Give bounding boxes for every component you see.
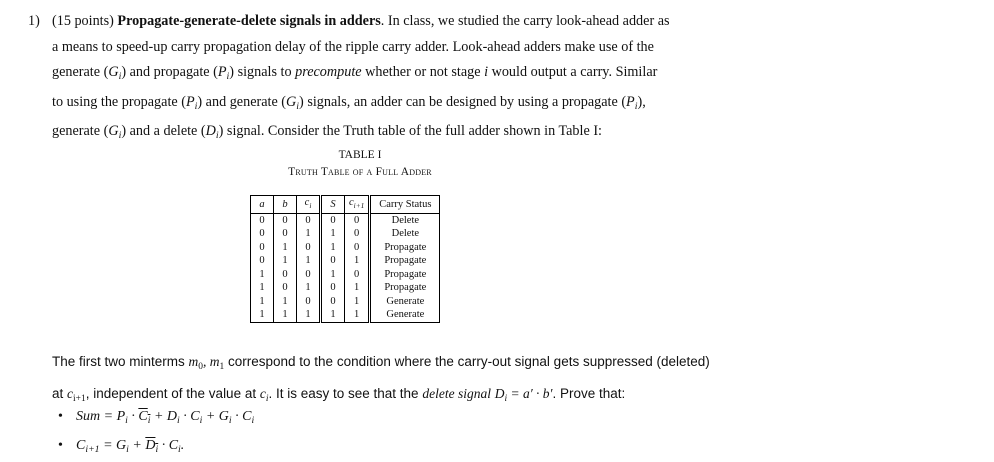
cell-s: 1 bbox=[321, 227, 345, 241]
intro-line-3: generate $(G_i)$ and propagate $(P_i)$ signals to precompute whether or not stage i would output a carry. Similar bbox=[52, 64, 658, 82]
cell-co: 1 bbox=[345, 254, 370, 268]
cell-s: 1 bbox=[321, 241, 345, 255]
table-caption bbox=[250, 147, 470, 181]
table-row bbox=[251, 308, 440, 322]
cell-status: Generate bbox=[386, 295, 425, 307]
cell-co: 0 bbox=[345, 241, 370, 255]
cell-c: 1 bbox=[297, 254, 321, 268]
table-header-row bbox=[251, 196, 440, 214]
cell-s: 1 bbox=[321, 268, 345, 282]
cell-b: 1 bbox=[274, 241, 297, 255]
cell-status: Propagate bbox=[384, 282, 427, 293]
cell-c: 0 bbox=[297, 268, 321, 282]
cell-c: 1 bbox=[297, 308, 321, 322]
cell-b: 1 bbox=[274, 295, 297, 309]
cell-co: 0 bbox=[345, 213, 370, 227]
table-number: TABLE I bbox=[338, 149, 382, 161]
intro-line-2: a means to speed-up carry propagation delay of the ripple carry adder. Look-ahead adders make use of the bbox=[52, 38, 654, 55]
cell-c: 1 bbox=[297, 227, 321, 241]
cell-s: 0 bbox=[321, 281, 345, 295]
table-row bbox=[251, 241, 440, 255]
table-row bbox=[251, 281, 440, 295]
cell-c: 0 bbox=[297, 295, 321, 309]
intro-line-4: to using the propagate $(P_i)$ and generate $(G_i)$ signals, an adder can be designed by using a propagate $(P_i)$, bbox=[52, 93, 646, 112]
cell-a: 1 bbox=[251, 268, 274, 282]
cell-co: 1 bbox=[345, 308, 370, 322]
cell-c: 1 bbox=[297, 281, 321, 295]
cell-status: Propagate bbox=[384, 268, 427, 280]
cell-a: 0 bbox=[251, 213, 274, 227]
cell-b: 0 bbox=[274, 281, 297, 295]
cell-b: 0 bbox=[274, 268, 297, 282]
cell-s: 0 bbox=[321, 213, 345, 227]
proof-bullets bbox=[58, 404, 254, 462]
table-row bbox=[251, 268, 440, 282]
header-ci1: $c_{i+1}$ bbox=[345, 196, 370, 214]
header-ci: $c_i$ bbox=[297, 196, 321, 214]
cell-a: 0 bbox=[251, 227, 274, 241]
cell-b: 1 bbox=[274, 254, 297, 268]
cell-a: 1 bbox=[251, 281, 274, 295]
table-row bbox=[251, 295, 440, 309]
table-title: Truth Table of a Full Adder bbox=[288, 166, 432, 178]
table-row bbox=[251, 213, 440, 227]
question-title: Propagate-generate-delete signals in adders bbox=[117, 13, 381, 29]
table-row bbox=[251, 254, 440, 268]
cell-c: 0 bbox=[297, 241, 321, 255]
cell-a: 0 bbox=[251, 241, 274, 255]
intro-line-1: 1) (15 points) Propagate-generate-delete signals in adders. In class, we studied the carry look-ahead adder as bbox=[28, 9, 718, 35]
body-text bbox=[52, 349, 772, 412]
cell-b: 0 bbox=[274, 213, 297, 227]
cell-status: Propagate bbox=[384, 241, 427, 253]
cell-s: 1 bbox=[321, 308, 345, 322]
cell-status: Delete bbox=[391, 228, 420, 239]
truth-table bbox=[250, 195, 440, 323]
question-points: (15 points) bbox=[52, 13, 114, 29]
cell-status: Propagate bbox=[384, 255, 427, 266]
truth-table-body bbox=[251, 213, 440, 322]
cell-status: Delete bbox=[391, 214, 420, 226]
header-a: a bbox=[251, 196, 274, 214]
intro-line-5: generate $(G_i)$ and a delete $(D_i)$ signal. Consider the Truth table of the full adder shown in Table I: bbox=[52, 123, 602, 141]
header-b: b bbox=[274, 196, 297, 214]
cell-a: 1 bbox=[251, 295, 274, 309]
body-line-2: at $c_{i+1}$, independent of the value at $c_i$. It is easy to see that the delete signal $D_i = a' \cdot b'$. Prove that: bbox=[52, 385, 626, 404]
question-number: 1) bbox=[28, 13, 40, 29]
cell-b: 1 bbox=[274, 308, 297, 322]
cell-b: 0 bbox=[274, 227, 297, 241]
bullet-carry: • $C_{i+1} = G_i + D_i \cdot C_i$. bbox=[58, 438, 185, 455]
cell-co: 0 bbox=[345, 227, 370, 241]
header-s: S bbox=[321, 196, 345, 214]
cell-status: Generate bbox=[386, 309, 425, 320]
bullet-sum: • Sum = $P_i \cdot C_i + D_i \cdot C_i + G_i \cdot C_i$ bbox=[58, 409, 255, 426]
header-carry-status: Carry Status bbox=[370, 196, 440, 214]
cell-s: 0 bbox=[321, 254, 345, 268]
question-intro bbox=[28, 9, 718, 149]
cell-s: 0 bbox=[321, 295, 345, 309]
cell-c: 0 bbox=[297, 213, 321, 227]
body-line-1: The first two minterms $m_0$, $m_1$ correspond to the condition where the carry-out signal gets suppressed (deleted) bbox=[52, 354, 710, 372]
table-row bbox=[251, 227, 440, 241]
cell-co: 1 bbox=[345, 295, 370, 309]
cell-a: 0 bbox=[251, 254, 274, 268]
cell-a: 1 bbox=[251, 308, 274, 322]
cell-co: 1 bbox=[345, 281, 370, 295]
cell-co: 0 bbox=[345, 268, 370, 282]
